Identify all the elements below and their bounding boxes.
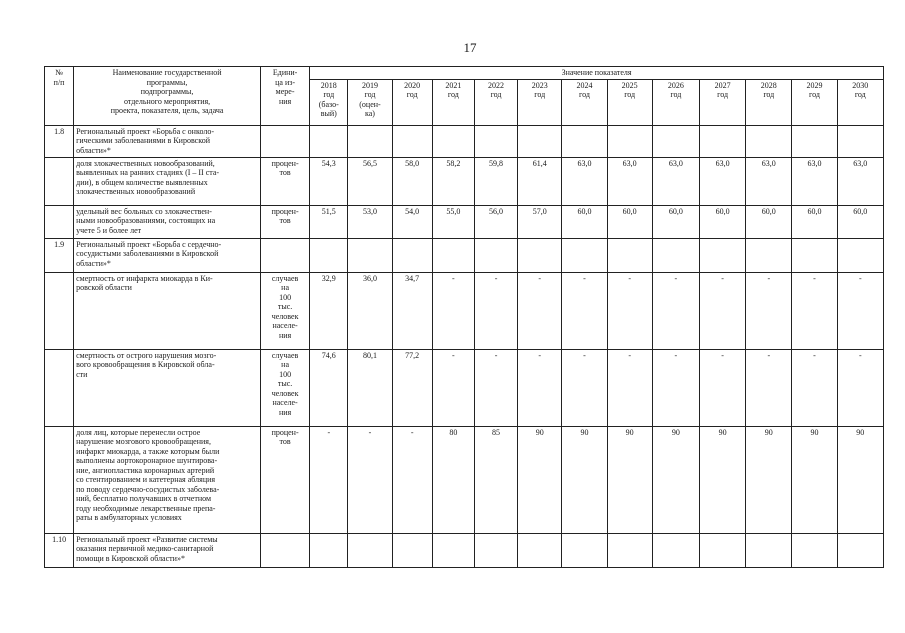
row-value: - xyxy=(474,272,517,349)
row-number: 1.8 xyxy=(45,125,74,157)
table-body xyxy=(45,67,884,568)
row-value: - xyxy=(432,349,474,426)
indicators-table xyxy=(44,66,884,568)
row-value: - xyxy=(746,349,792,426)
row-value: 55,0 xyxy=(432,205,474,238)
row-value: - xyxy=(837,349,883,426)
row-value xyxy=(746,125,792,157)
row-value: - xyxy=(607,272,652,349)
row-number xyxy=(45,157,74,205)
table-row xyxy=(45,157,884,205)
row-value xyxy=(792,238,837,272)
row-value xyxy=(310,533,348,567)
row-value: - xyxy=(562,349,607,426)
row-value: 56,5 xyxy=(348,157,392,205)
row-value: 63,0 xyxy=(792,157,837,205)
row-value xyxy=(607,238,652,272)
row-value: 60,0 xyxy=(699,205,745,238)
row-value xyxy=(518,533,562,567)
header-year: 2024 год xyxy=(562,79,607,125)
row-name: Региональный проект «Борьба с онколо- гическими заболеваниями в Кировской области»* xyxy=(74,125,261,157)
row-value: 85 xyxy=(474,426,517,533)
row-value: - xyxy=(607,349,652,426)
row-value: 32,9 xyxy=(310,272,348,349)
row-value: 63,0 xyxy=(746,157,792,205)
row-value: 60,0 xyxy=(607,205,652,238)
row-value xyxy=(432,533,474,567)
row-value xyxy=(607,125,652,157)
header-year: 2023 год xyxy=(518,79,562,125)
row-unit: процен- тов xyxy=(260,205,309,238)
row-value: - xyxy=(310,426,348,533)
row-value xyxy=(392,533,432,567)
row-value: 60,0 xyxy=(652,205,699,238)
row-value xyxy=(792,125,837,157)
header-row xyxy=(45,67,884,80)
row-value xyxy=(348,125,392,157)
header-year: 2020 год xyxy=(392,79,432,125)
row-value: - xyxy=(392,426,432,533)
row-value xyxy=(652,125,699,157)
row-value: - xyxy=(837,272,883,349)
row-value: 51,5 xyxy=(310,205,348,238)
page-number: 17 xyxy=(463,40,477,55)
row-value xyxy=(792,533,837,567)
row-value: 63,0 xyxy=(837,157,883,205)
row-value: 59,8 xyxy=(474,157,517,205)
row-value: 54,0 xyxy=(392,205,432,238)
header-year: 2029 год xyxy=(792,79,837,125)
row-unit: процен- тов xyxy=(260,426,309,533)
table-row xyxy=(45,272,884,349)
row-value xyxy=(652,533,699,567)
row-unit: процен- тов xyxy=(260,157,309,205)
row-value: - xyxy=(699,349,745,426)
row-value: - xyxy=(652,272,699,349)
header-unit: Едини- ца из- мере- ния xyxy=(260,67,309,126)
row-value: 61,4 xyxy=(518,157,562,205)
table-row xyxy=(45,205,884,238)
row-value: 90 xyxy=(746,426,792,533)
row-unit: случаев на 100 тыс. человек населе- ния xyxy=(260,349,309,426)
row-number xyxy=(45,349,74,426)
row-value xyxy=(837,125,883,157)
row-value: - xyxy=(699,272,745,349)
row-name: Региональный проект «Борьба с сердечно- сосудистыми заболеваниями в Кировской области»* xyxy=(74,238,261,272)
row-name: доля лиц, которые перенесли острое нарушение мозгового кровообращения, инфаркт миокарда, а также которым были выполнены аортокоронарное шунтирова- ние, ангиопластика коронарных артерий со стентированием и катетерная абляция по поводу сердечно-сосудистых заболева- ний, бесплатно получавших в отчетном году необходимые лекарственные препа- раты в амбулаторных условиях xyxy=(74,426,261,533)
row-value: - xyxy=(518,349,562,426)
row-value xyxy=(562,533,607,567)
row-value: 58,0 xyxy=(392,157,432,205)
row-value xyxy=(699,238,745,272)
row-value xyxy=(474,533,517,567)
row-value: 90 xyxy=(562,426,607,533)
header-year: 2030 год xyxy=(837,79,883,125)
row-value: 90 xyxy=(518,426,562,533)
row-name: Региональный проект «Развитие системы оказания первичной медико-санитарной помощи в Кировской области»* xyxy=(74,533,261,567)
row-number: 1.10 xyxy=(45,533,74,567)
row-value xyxy=(746,533,792,567)
row-value xyxy=(699,533,745,567)
row-value xyxy=(837,533,883,567)
row-value xyxy=(746,238,792,272)
row-value: 60,0 xyxy=(746,205,792,238)
header-name: Наименование государственной программы, подпрограммы, отдельного мероприятия, проекта, показателя, цель, задача xyxy=(74,67,261,126)
row-value xyxy=(432,238,474,272)
row-unit xyxy=(260,125,309,157)
row-value xyxy=(392,238,432,272)
row-value: 74,6 xyxy=(310,349,348,426)
row-name: смертность от инфаркта миокарда в Ки- ровской области xyxy=(74,272,261,349)
row-value: 90 xyxy=(837,426,883,533)
row-value: - xyxy=(746,272,792,349)
row-value xyxy=(348,238,392,272)
row-number xyxy=(45,205,74,238)
row-value xyxy=(562,125,607,157)
row-value: 34,7 xyxy=(392,272,432,349)
row-value: - xyxy=(792,272,837,349)
row-value xyxy=(310,125,348,157)
row-value xyxy=(474,238,517,272)
row-value: - xyxy=(432,272,474,349)
header-year: 2025 год xyxy=(607,79,652,125)
row-value: - xyxy=(652,349,699,426)
header-values-title: Значение показателя xyxy=(310,67,884,80)
row-value: - xyxy=(562,272,607,349)
row-value: 80,1 xyxy=(348,349,392,426)
header-year: 2028 год xyxy=(746,79,792,125)
row-value: 57,0 xyxy=(518,205,562,238)
row-unit: случаев на 100 тыс. человек населе- ния xyxy=(260,272,309,349)
row-value xyxy=(518,125,562,157)
row-name: удельный вес больных со злокачествен- ными новообразованиями, состоящих на учете 5 и более лет xyxy=(74,205,261,238)
row-unit xyxy=(260,238,309,272)
row-value: 63,0 xyxy=(652,157,699,205)
row-value: 60,0 xyxy=(792,205,837,238)
row-value: 63,0 xyxy=(562,157,607,205)
header-year: 2021 год xyxy=(432,79,474,125)
row-name: доля злокачественных новообразований, выявленных на ранних стадиях (I – II ста- дии), в общем количестве выявленных злокачественных новообразований xyxy=(74,157,261,205)
row-value: 90 xyxy=(652,426,699,533)
row-value xyxy=(518,238,562,272)
header-year: 2027 год xyxy=(699,79,745,125)
header-year: 2022 год xyxy=(474,79,517,125)
row-value: 90 xyxy=(699,426,745,533)
row-value xyxy=(474,125,517,157)
row-value: 58,2 xyxy=(432,157,474,205)
table-row xyxy=(45,125,884,157)
row-unit xyxy=(260,533,309,567)
row-value xyxy=(348,533,392,567)
row-value: 80 xyxy=(432,426,474,533)
header-year: 2019 год (оцен- ка) xyxy=(348,79,392,125)
row-value: 63,0 xyxy=(699,157,745,205)
row-value: - xyxy=(474,349,517,426)
header-year: 2026 год xyxy=(652,79,699,125)
row-value xyxy=(607,533,652,567)
row-value: 90 xyxy=(792,426,837,533)
row-value: - xyxy=(518,272,562,349)
row-number xyxy=(45,426,74,533)
table-row xyxy=(45,533,884,567)
header-num: № п/п xyxy=(45,67,74,126)
row-number: 1.9 xyxy=(45,238,74,272)
row-value: - xyxy=(348,426,392,533)
row-value xyxy=(837,238,883,272)
row-value: 60,0 xyxy=(837,205,883,238)
row-value xyxy=(699,125,745,157)
header-year: 2018 год (базо- вый) xyxy=(310,79,348,125)
table-row xyxy=(45,349,884,426)
row-value xyxy=(310,238,348,272)
row-value: 77,2 xyxy=(392,349,432,426)
row-value: 63,0 xyxy=(607,157,652,205)
row-value: 54,3 xyxy=(310,157,348,205)
row-value: 53,0 xyxy=(348,205,392,238)
row-value: 60,0 xyxy=(562,205,607,238)
row-value: 36,0 xyxy=(348,272,392,349)
row-value xyxy=(392,125,432,157)
row-name: смертность от острого нарушения мозго- вого кровообращения в Кировской обла- сти xyxy=(74,349,261,426)
row-value: 90 xyxy=(607,426,652,533)
row-value: - xyxy=(792,349,837,426)
row-value: 56,0 xyxy=(474,205,517,238)
row-value xyxy=(562,238,607,272)
table-row xyxy=(45,426,884,533)
table-row xyxy=(45,238,884,272)
row-number xyxy=(45,272,74,349)
row-value xyxy=(652,238,699,272)
row-value xyxy=(432,125,474,157)
